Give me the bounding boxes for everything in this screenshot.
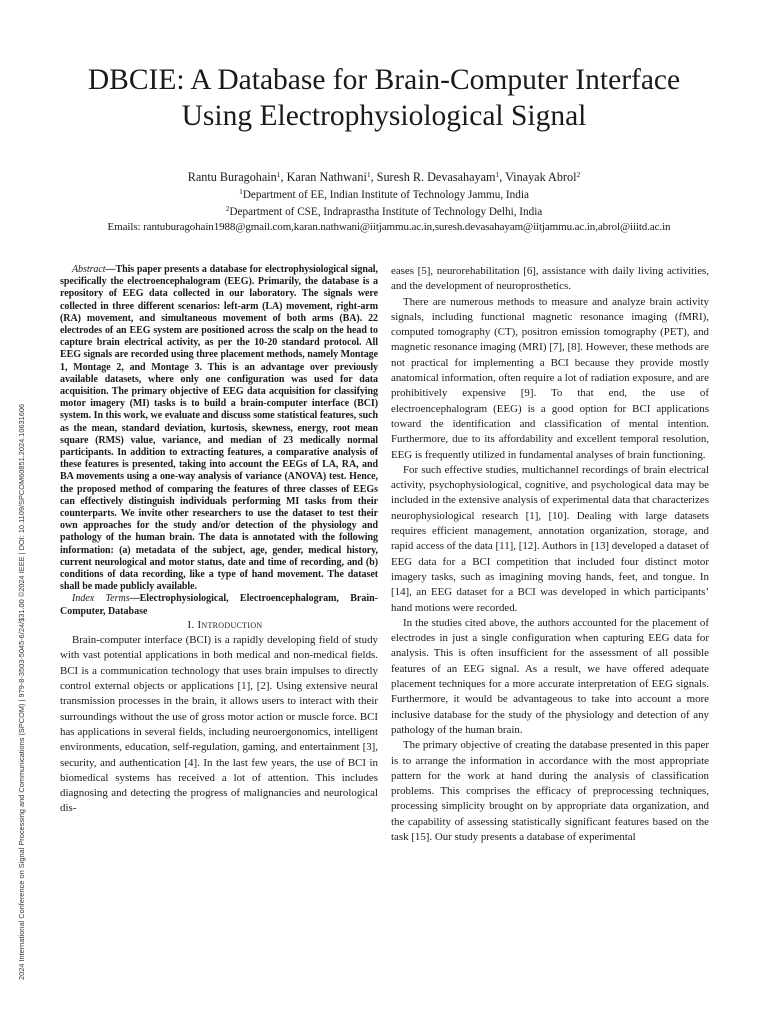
left-column — [60, 264, 378, 817]
author-affil-mark: 1 — [366, 170, 371, 179]
author-list — [0, 170, 768, 185]
abstract-text: —This paper presents a database for electrophysiological signal, specifically the electroencephalogram (EEG). Primarily, the database is a repository of EEG data collected in our laboratory. The signals were collected in three different scenarios: left-arm (LA) movement, right-arm (RA) movement, and simultaneous movement of both arms (BA). 22 electrodes of an EEG system are positioned across the scalp on the head to capture brain electrical activity, as per the 10-20 standard protocol. All EEG signals are recorded using three placement methods, namely Montage 1, Montage 2, and Montage 3. This is an advantage over previously available datasets, where only one configuration was used for data acquisition. The primary objective of EEG data acquisition for classifying motor imagery (MI) tasks is to build a brain-computer interface (BCI) system. In this work, we evaluate and discuss some statistical features, such as the mean, standard deviation, kurtosis, skewness, energy, root mean square (RMS) value, variance, and median of 23 medically normal participants. In addition to extracting features, a comparative analysis of these features is presented, taking into account the EEGs of LA, RA, and BA movements using a one-way analysis of variance (ANOVA) test. Hence, the proposed method of comparing the features of three classes of EEGs can effectively distinguish individuals performing MI tasks from their counterparts. We invite other researchers to use the dataset to test their own approaches for the study and/or detection of the physiology and pathology of the human brain. The data is annotated with the following information: (a) metadata of the subject, age, gender, medical history, current neurological and motor status, date and time of recording, and (b) conditions of data recording, like a type of hand movement. The dataset shall be made publicly available. — [60, 264, 378, 593]
body-paragraph: The primary objective of creating the database presented in this paper is to arrange the information in accordance with the most appropriate pattern for the work at hand during the analysis of classification problems. This comprises the efficacy of preprocessing techniques, processing simplicity brought on by appropriate data organization, and the capability of assessing statistically significant features based on the task [15]. Our study presents a database of experimental — [391, 739, 709, 843]
affiliation-mark: 1 — [239, 187, 243, 196]
body-paragraph: eases [5], neurorehabilitation [6], assistance with daily living activities, and the development of neuroprosthetics. — [391, 265, 709, 293]
author-affil-mark: 1 — [276, 170, 281, 179]
author-name: Suresh R. Devasahayam — [376, 170, 496, 184]
author-affil-mark: 1 — [495, 170, 500, 179]
author-affil-mark: 2 — [576, 170, 581, 179]
author-separator: , — [280, 170, 287, 184]
author-emails: Emails: rantuburagohain1988@gmail.com,karan.nathwani@iitjammu.ac.in,suresh.devasahayam@iitjammu.ac.in,abrol@iiitd.ac.in — [107, 221, 671, 233]
paper-title — [0, 62, 768, 134]
section-title: Introduction — [197, 618, 263, 631]
index-terms — [60, 593, 378, 617]
author-separator: , — [370, 170, 377, 184]
author-name: Rantu Buragohain — [187, 170, 277, 184]
right-column — [391, 264, 709, 845]
affiliation-2 — [0, 205, 768, 219]
affiliation-text: Department of CSE, Indraprastha Institute of Technology Delhi, India — [229, 206, 543, 218]
body-paragraph: For such effective studies, multichannel recordings of brain electrical activity, psychophysiological, cognitive, and psychological data may be included in the extensive analysis of experimental data that characterizes neurophysiological research [1], [10]. Dealing with large datasets requires efficient management, annotation organization, storage, and rapid access of the data [11], [12]. Authors in [13] developed a dataset of EEG data for a BCI competition that included four distinct motor imagery tasks, such as imagining moving hands, feet, and tongue. In [14], an EEG dataset for a BCI was developed in which participants’ hand motions were recorded. — [391, 463, 709, 614]
section-number: I. — [187, 618, 198, 631]
abstract — [60, 264, 378, 593]
section-heading-introduction — [60, 618, 378, 633]
body-paragraph: In the studies cited above, the authors accounted for the placement of electrodes in just a single configuration when capturing EEG data for analysis. This is often insufficient for the assessment of all possible features of an EEG signal. As a result, we have offered adequate placement techniques for a more accurate interpretation of EEG signals. Furthermore, it would be advantageous to take into account a more inclusive database for the study of the physiology and detection of any pathology of the human brain. — [391, 616, 709, 736]
body-paragraph: There are numerous methods to measure and analyze brain activity signals, including functional magnetic resonance imaging (fMRI), computed tomography (CT), positron emission tomography (PET), and magnetic resonance imaging (MRI) [7], [8]. However, these methods are not practical for implementing a BCI because they provide mostly anatomical information, often require a lot of radiation exposure, and are prohibitively expensive [9]. To that end, the use of electroencephalogram (EEG) is a good option for BCI applications toward the identification and classification of mental intention. Furthermore, due to its affordability and excellent temporal resolution, EEG is frequently utilized in fundamental analyses of brain functioning. — [391, 295, 709, 461]
index-terms-text: —Electrophysiological, Electroencephalogram, Brain-Computer, Database — [60, 593, 378, 617]
affiliation-1 — [0, 188, 768, 202]
abstract-label: Abstract — [72, 264, 106, 275]
affiliation-text: Department of EE, Indian Institute of Technology Jammu, India — [242, 189, 529, 201]
affiliation-mark: 2 — [225, 204, 230, 213]
conference-side-note — [3, 210, 26, 980]
author-name: Vinayak Abrol — [505, 170, 577, 184]
title-line-2: Using Electrophysiological Signal — [181, 100, 587, 132]
author-name: Karan Nathwani — [286, 170, 367, 184]
body-paragraph: Brain-computer interface (BCI) is a rapidly developing field of study with vast potential applications in both medical and non-medical fields. BCI is a communication technology that uses brain impulses to directly control external objects or applications [1], [2]. Using extensive neural transmission processes in the brain, it allows users to interact with their surroundings without the use of gross motor action or muscle force. BCI has applications in several fields, including neuroergonomics, intelligent environments, education, self-regulation, gaming, and entertainment [3], security, and authentication [4]. In the last few years, the use of BCI in biomedical systems has received a lot of attention. This includes diagnosing and detecting the progress of malignancies and neurological dis- — [60, 634, 378, 815]
title-line-1: DBCIE: A Database for Brain-Computer Interface — [87, 64, 681, 96]
index-terms-label: Index Terms — [72, 593, 130, 605]
author-separator: , — [499, 170, 506, 184]
conference-doi-text: 2024 International Conference on Signal Processing and Communications (SPCOM) | 979-8-3503-5045-6/24/$31.00 ©2024 IEEE | DOI: 10.1109/SPCOM60851.2024.10631606 — [17, 403, 26, 980]
